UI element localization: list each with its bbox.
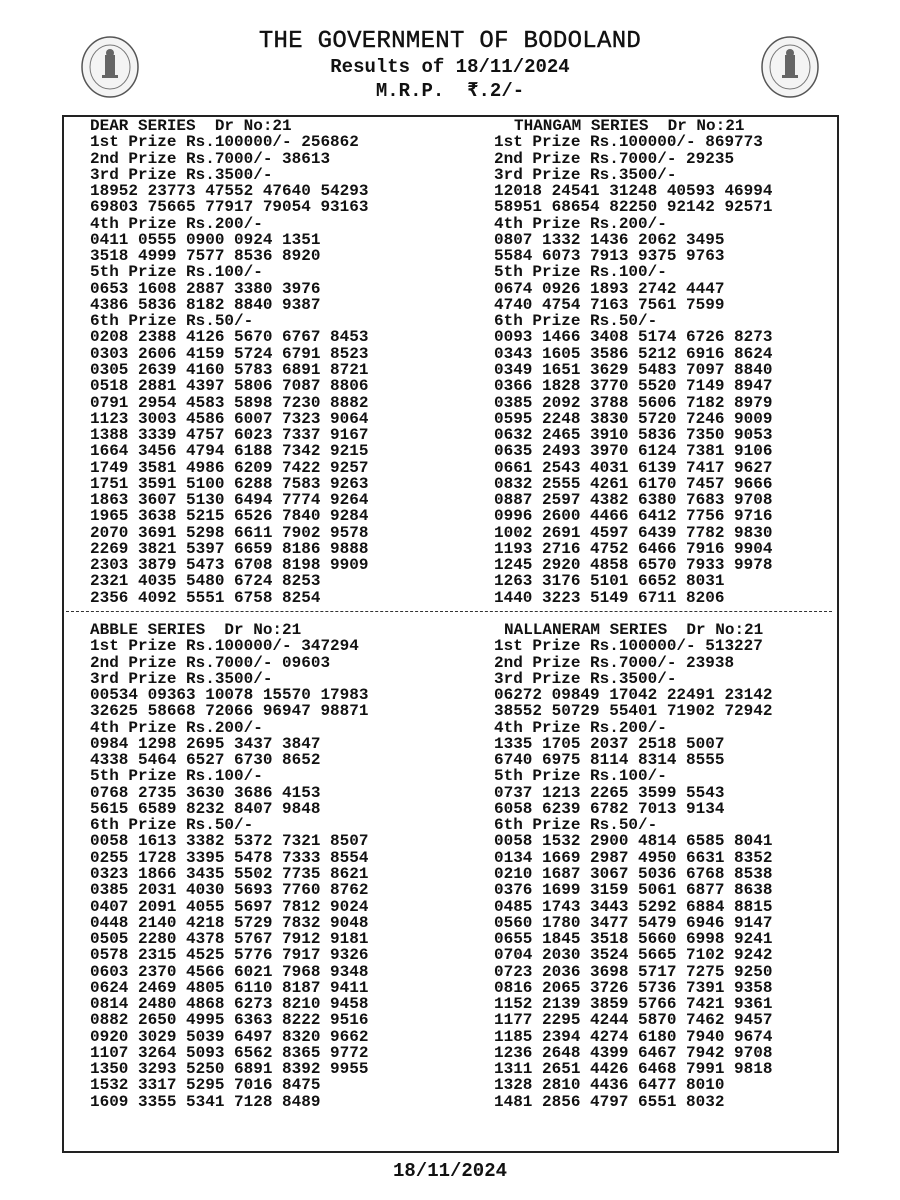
sixth-prize-numbers: 0349 1651 3629 5483 7097 8840 <box>494 360 773 379</box>
fifth-prize-numbers: 0674 0926 1893 2742 4447 <box>494 279 725 298</box>
sixth-prize-numbers: 0603 2370 4566 6021 7968 9348 <box>90 962 369 981</box>
sixth-prize-numbers: 0093 1466 3408 5174 6726 8273 <box>494 328 773 347</box>
third-prize-numbers: 38552 50729 55401 71902 72942 <box>494 702 773 721</box>
second-prize-line: 2nd Prize Rs.7000/- 23938 <box>494 653 735 672</box>
sixth-prize-numbers: 0134 1669 2987 4950 6631 8352 <box>494 848 773 867</box>
sixth-prize-numbers: 0303 2606 4159 5724 6791 8523 <box>90 344 369 363</box>
second-prize-line: 2nd Prize Rs.7000/- 38613 <box>90 149 331 168</box>
sixth-prize-numbers: 0814 2480 4868 6273 8210 9458 <box>90 995 369 1014</box>
sixth-prize-numbers: 2303 3879 5473 6708 8198 9909 <box>90 556 369 575</box>
series-title: DEAR SERIES Dr No:21 <box>90 117 292 135</box>
first-prize-line: 1st Prize Rs.100000/- 347294 <box>90 637 359 656</box>
sixth-prize-numbers: 2321 4035 5480 6724 8253 <box>90 572 321 591</box>
page-title: THE GOVERNMENT OF BODOLAND <box>258 28 642 55</box>
fifth-prize-label: 5th Prize Rs.100/- <box>90 263 263 282</box>
sixth-prize-numbers: 0505 2280 4378 5767 7912 9181 <box>90 930 369 949</box>
sixth-prize-numbers: 1123 3003 4586 6007 7323 9064 <box>90 409 369 428</box>
sixth-prize-numbers: 1609 3355 5341 7128 8489 <box>90 1092 321 1111</box>
series-title: NALLANERAM SERIES Dr No:21 <box>504 621 764 639</box>
fourth-prize-numbers: 0984 1298 2695 3437 3847 <box>90 734 321 753</box>
third-prize-numbers: 06272 09849 17042 22491 23142 <box>494 686 773 705</box>
sixth-prize-numbers: 0366 1828 3770 5520 7149 8947 <box>494 377 773 396</box>
series-section-abble <box>90 622 368 1110</box>
third-prize-label: 3rd Prize Rs.3500/- <box>90 669 273 688</box>
third-prize-numbers: 12018 24541 31248 40593 46994 <box>494 182 773 201</box>
sixth-prize-numbers: 0255 1728 3395 5478 7333 8554 <box>90 848 369 867</box>
sixth-prize-numbers: 0624 2469 4805 6110 8187 9411 <box>90 978 369 997</box>
sixth-prize-numbers: 2070 3691 5298 6611 7902 9578 <box>90 523 369 542</box>
sixth-prize-numbers: 0448 2140 4218 5729 7832 9048 <box>90 913 369 932</box>
sixth-prize-numbers: 1152 2139 3859 5766 7421 9361 <box>494 995 773 1014</box>
first-prize-line: 1st Prize Rs.100000/- 256862 <box>90 133 359 152</box>
sixth-prize-numbers: 1185 2394 4274 6180 7940 9674 <box>494 1027 773 1046</box>
first-prize-line: 1st Prize Rs.100000/- 513227 <box>494 637 763 656</box>
fourth-prize-numbers: 3518 4999 7577 8536 8920 <box>90 247 321 266</box>
third-prize-label: 3rd Prize Rs.3500/- <box>90 165 273 184</box>
fourth-prize-label: 4th Prize Rs.200/- <box>494 718 667 737</box>
series-title: THANGAM SERIES Dr No:21 <box>514 117 745 135</box>
sixth-prize-numbers: 1236 2648 4399 6467 7942 9708 <box>494 1043 773 1062</box>
sixth-prize-numbers: 1263 3176 5101 6652 8031 <box>494 572 725 591</box>
fifth-prize-numbers: 0737 1213 2265 3599 5543 <box>494 783 725 802</box>
sixth-prize-numbers: 1350 3293 5250 6891 8392 9955 <box>90 1060 369 1079</box>
sixth-prize-numbers: 1107 3264 5093 6562 8365 9772 <box>90 1043 369 1062</box>
fourth-prize-numbers: 1335 1705 2037 2518 5007 <box>494 734 725 753</box>
sixth-prize-numbers: 0518 2881 4397 5806 7087 8806 <box>90 377 369 396</box>
sixth-prize-numbers: 2269 3821 5397 6659 8186 9888 <box>90 539 369 558</box>
third-prize-label: 3rd Prize Rs.3500/- <box>494 669 677 688</box>
sixth-prize-numbers: 1664 3456 4794 6188 7342 9215 <box>90 442 369 461</box>
series-title: ABBLE SERIES Dr No:21 <box>90 621 302 639</box>
fifth-prize-numbers: 5615 6589 8232 8407 9848 <box>90 799 321 818</box>
sixth-prize-numbers: 0882 2650 4995 6363 8222 9516 <box>90 1011 369 1030</box>
sixth-prize-numbers: 0376 1699 3159 5061 6877 8638 <box>494 881 773 900</box>
fifth-prize-label: 5th Prize Rs.100/- <box>90 767 263 786</box>
series-section-nallaneram <box>494 622 772 1110</box>
sixth-prize-numbers: 0816 2065 3726 5736 7391 9358 <box>494 978 773 997</box>
series-section-thangam <box>494 118 772 606</box>
sixth-prize-numbers: 0343 1605 3586 5212 6916 8624 <box>494 344 773 363</box>
fourth-prize-numbers: 5584 6073 7913 9375 9763 <box>494 247 725 266</box>
sixth-prize-numbers: 0832 2555 4261 6170 7457 9666 <box>494 474 773 493</box>
sixth-prize-numbers: 0723 2036 3698 5717 7275 9250 <box>494 962 773 981</box>
mrp-price: M.R.P. ₹.2/- <box>375 80 525 102</box>
sixth-prize-numbers: 0655 1845 3518 5660 6998 9241 <box>494 930 773 949</box>
fifth-prize-numbers: 6058 6239 6782 7013 9134 <box>494 799 725 818</box>
sixth-prize-numbers: 1863 3607 5130 6494 7774 9264 <box>90 491 369 510</box>
fourth-prize-numbers: 0411 0555 0900 0924 1351 <box>90 230 321 249</box>
sixth-prize-numbers: 1532 3317 5295 7016 8475 <box>90 1076 321 1095</box>
sixth-prize-numbers: 0485 1743 3443 5292 6884 8815 <box>494 897 773 916</box>
fourth-prize-label: 4th Prize Rs.200/- <box>494 214 667 233</box>
fifth-prize-numbers: 0653 1608 2887 3380 3976 <box>90 279 321 298</box>
third-prize-numbers: 00534 09363 10078 15570 17983 <box>90 686 369 705</box>
sixth-prize-numbers: 0632 2465 3910 5836 7350 9053 <box>494 426 773 445</box>
results-date: Results of 18/11/2024 <box>330 56 570 78</box>
third-prize-numbers: 32625 58668 72066 96947 98871 <box>90 702 369 721</box>
sixth-prize-numbers: 0578 2315 4525 5776 7917 9326 <box>90 946 369 965</box>
fourth-prize-label: 4th Prize Rs.200/- <box>90 718 263 737</box>
sixth-prize-label: 6th Prize Rs.50/- <box>494 816 658 835</box>
sixth-prize-numbers: 1440 3223 5149 6711 8206 <box>494 588 725 607</box>
fourth-prize-label: 4th Prize Rs.200/- <box>90 214 263 233</box>
sixth-prize-numbers: 1311 2651 4426 6468 7991 9818 <box>494 1060 773 1079</box>
sixth-prize-numbers: 1328 2810 4436 6477 8010 <box>494 1076 725 1095</box>
sixth-prize-numbers: 0595 2248 3830 5720 7246 9009 <box>494 409 773 428</box>
sixth-prize-numbers: 0791 2954 4583 5898 7230 8882 <box>90 393 369 412</box>
sixth-prize-numbers: 1749 3581 4986 6209 7422 9257 <box>90 458 369 477</box>
second-prize-line: 2nd Prize Rs.7000/- 29235 <box>494 149 735 168</box>
fourth-prize-numbers: 0807 1332 1436 2062 3495 <box>494 230 725 249</box>
sixth-prize-numbers: 0996 2600 4466 6412 7756 9716 <box>494 507 773 526</box>
sixth-prize-numbers: 1193 2716 4752 6466 7916 9904 <box>494 539 773 558</box>
sixth-prize-numbers: 1388 3339 4757 6023 7337 9167 <box>90 426 369 445</box>
fifth-prize-numbers: 0768 2735 3630 3686 4153 <box>90 783 321 802</box>
sixth-prize-numbers: 2356 4092 5551 6758 8254 <box>90 588 321 607</box>
sixth-prize-numbers: 0920 3029 5039 6497 8320 9662 <box>90 1027 369 1046</box>
sixth-prize-label: 6th Prize Rs.50/- <box>90 816 254 835</box>
sixth-prize-numbers: 0323 1866 3435 5502 7735 8621 <box>90 864 369 883</box>
sixth-prize-numbers: 1751 3591 5100 6288 7583 9263 <box>90 474 369 493</box>
dashed-divider <box>66 611 832 612</box>
sixth-prize-label: 6th Prize Rs.50/- <box>90 312 254 331</box>
sixth-prize-numbers: 0704 2030 3524 5665 7102 9242 <box>494 946 773 965</box>
fifth-prize-label: 5th Prize Rs.100/- <box>494 767 667 786</box>
sixth-prize-numbers: 0058 1532 2900 4814 6585 8041 <box>494 832 773 851</box>
sixth-prize-numbers: 1002 2691 4597 6439 7782 9830 <box>494 523 773 542</box>
fourth-prize-numbers: 6740 6975 8114 8314 8555 <box>494 751 725 770</box>
sixth-prize-numbers: 0305 2639 4160 5783 6891 8721 <box>90 360 369 379</box>
series-section-dear <box>90 118 368 606</box>
third-prize-numbers: 18952 23773 47552 47640 54293 <box>90 182 369 201</box>
third-prize-label: 3rd Prize Rs.3500/- <box>494 165 677 184</box>
second-prize-line: 2nd Prize Rs.7000/- 09603 <box>90 653 331 672</box>
sixth-prize-numbers: 0058 1613 3382 5372 7321 8507 <box>90 832 369 851</box>
fifth-prize-label: 5th Prize Rs.100/- <box>494 263 667 282</box>
sixth-prize-numbers: 0208 2388 4126 5670 6767 8453 <box>90 328 369 347</box>
first-prize-line: 1st Prize Rs.100000/- 869773 <box>494 133 763 152</box>
sixth-prize-numbers: 0385 2031 4030 5693 7760 8762 <box>90 881 369 900</box>
sixth-prize-numbers: 0385 2092 3788 5606 7182 8979 <box>494 393 773 412</box>
sixth-prize-numbers: 0210 1687 3067 5036 6768 8538 <box>494 864 773 883</box>
footer-date: 18/11/2024 <box>392 1160 508 1182</box>
third-prize-numbers: 69803 75665 77917 79054 93163 <box>90 198 369 217</box>
third-prize-numbers: 58951 68654 82250 92142 92571 <box>494 198 773 217</box>
sixth-prize-label: 6th Prize Rs.50/- <box>494 312 658 331</box>
fourth-prize-numbers: 4338 5464 6527 6730 8652 <box>90 751 321 770</box>
sixth-prize-numbers: 1965 3638 5215 6526 7840 9284 <box>90 507 369 526</box>
fifth-prize-numbers: 4386 5836 8182 8840 9387 <box>90 295 321 314</box>
sixth-prize-numbers: 1481 2856 4797 6551 8032 <box>494 1092 725 1111</box>
sixth-prize-numbers: 0560 1780 3477 5479 6946 9147 <box>494 913 773 932</box>
sixth-prize-numbers: 0407 2091 4055 5697 7812 9024 <box>90 897 369 916</box>
sixth-prize-numbers: 0887 2597 4382 6380 7683 9708 <box>494 491 773 510</box>
sixth-prize-numbers: 0635 2493 3970 6124 7381 9106 <box>494 442 773 461</box>
sixth-prize-numbers: 0661 2543 4031 6139 7417 9627 <box>494 458 773 477</box>
sixth-prize-numbers: 1177 2295 4244 5870 7462 9457 <box>494 1011 773 1030</box>
sixth-prize-numbers: 1245 2920 4858 6570 7933 9978 <box>494 556 773 575</box>
fifth-prize-numbers: 4740 4754 7163 7561 7599 <box>494 295 725 314</box>
